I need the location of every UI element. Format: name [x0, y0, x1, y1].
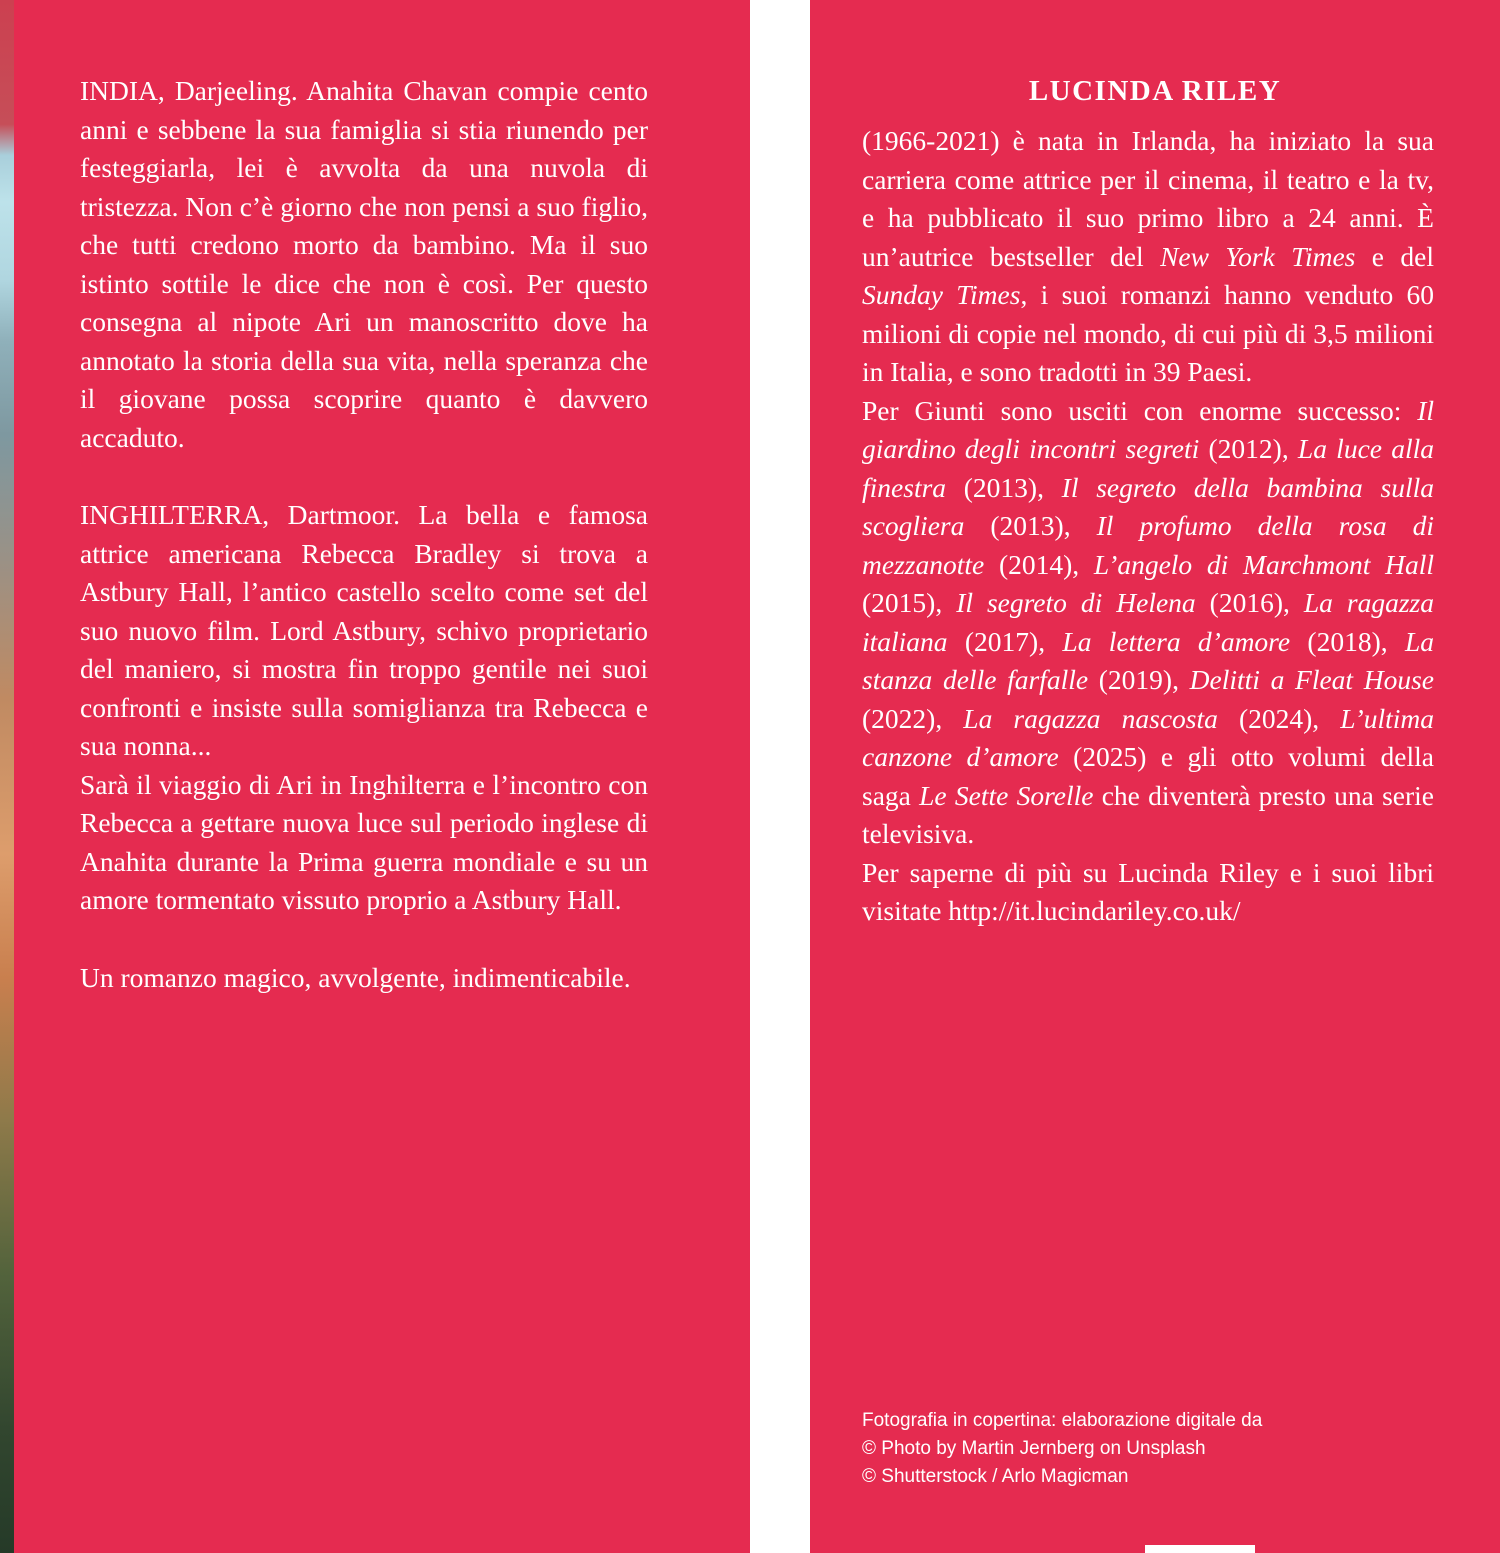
left-flap-panel: [14, 0, 750, 1553]
author-website-paragraph: Per saperne di più su Lucinda Riley e i suoi libri visitate http://it.lucindariley.co.uk/: [862, 856, 1434, 926]
author-name-heading: LUCINDA RILEY: [1028, 75, 1282, 107]
author-bio-block: [810, 122, 1500, 931]
synopsis-tagline: Un romanzo magico, avvolgente, indimenticabile.: [80, 961, 631, 993]
photo-credit-line: Fotografia in copertina: elaborazione digitale da: [862, 1410, 1263, 1431]
author-bio-paragraph: (1966-2021) è nata in Irlanda, ha iniziato la sua carriera come attrice per il cinema, il teatro e la tv, e ha pubblicato il suo primo libro a 24 anni. È un’autrice bestseller del New York Times e del Sunday Times, i suoi romanzi hanno venduto 60 milioni di copie nel mondo, di cui più di 3,5 milioni in Italia, e sono tradotti in 39 Paesi.: [862, 125, 1435, 387]
flap-gutter: [750, 0, 810, 1553]
photo-credit-line: © Photo by Martin Jernberg on Unsplash: [862, 1438, 1206, 1459]
photo-credits: [862, 1407, 1262, 1491]
cover-photo-edge-strip: [0, 0, 14, 1553]
photo-credit-line: © Shutterstock / Arlo Magicman: [862, 1466, 1129, 1487]
synopsis-paragraph-viaggio: Sarà il viaggio di Ari in Inghilterra e l’incontro con Rebecca a gettare nuova luce sul periodo inglese di Anahita durante la Prima guerra mondiale e su un amore tormentato vissuto proprio a Astbury Hall.: [80, 768, 648, 915]
bottom-white-notch: [1145, 1545, 1255, 1553]
author-works-paragraph: Per Giunti sono usciti con enorme successo: Il giardino degli incontri segreti (2012), La luce alla finestra (2013), Il segreto della bambina sulla scogliera (2013), Il profumo della rosa di mezzanotte (2014), L’angelo di Marchmont Hall (2015), Il segreto di Helena (2016), La ragazza italiana (2017), La lettera d’amore (2018), La stanza delle farfalle (2019), Delitti a Fleat House (2022), La ragazza nascosta (2024), L’ultima canzone d’amore (2025) e gli otto volumi della saga Le Sette Sorelle che diventerà presto una serie televisiva.: [862, 394, 1434, 849]
right-flap-panel: [810, 0, 1500, 1553]
synopsis-paragraph-inghilterra: INGHILTERRA, Dartmoor. La bella e famosa attrice americana Rebecca Bradley si trova a Astbury Hall, l’antico castello scelto come set del suo nuovo film. Lord Astbury, schivo proprietario del maniero, si mostra fin troppo gentile nei suoi confronti e insiste sulla somiglianza tra Rebecca e sua nonna...: [80, 499, 648, 761]
synopsis-paragraph-india: INDIA, Darjeeling. Anahita Chavan compie cento anni e sebbene la sua famiglia si stia riunendo per festeggiarla, lei è avvolta da una nuvola di tristezza. Non c’è giorno che non pensi a suo figlio, che tutti credono morto da bambino. Ma il suo istinto sottile le dice che non è così. Per questo consegna al nipote Ari un manoscritto dove ha annotato la storia della sua vita, nella speranza che il giovane possa scoprire quanto è davvero accaduto.: [80, 75, 648, 453]
synopsis-text-block: [14, 0, 750, 997]
